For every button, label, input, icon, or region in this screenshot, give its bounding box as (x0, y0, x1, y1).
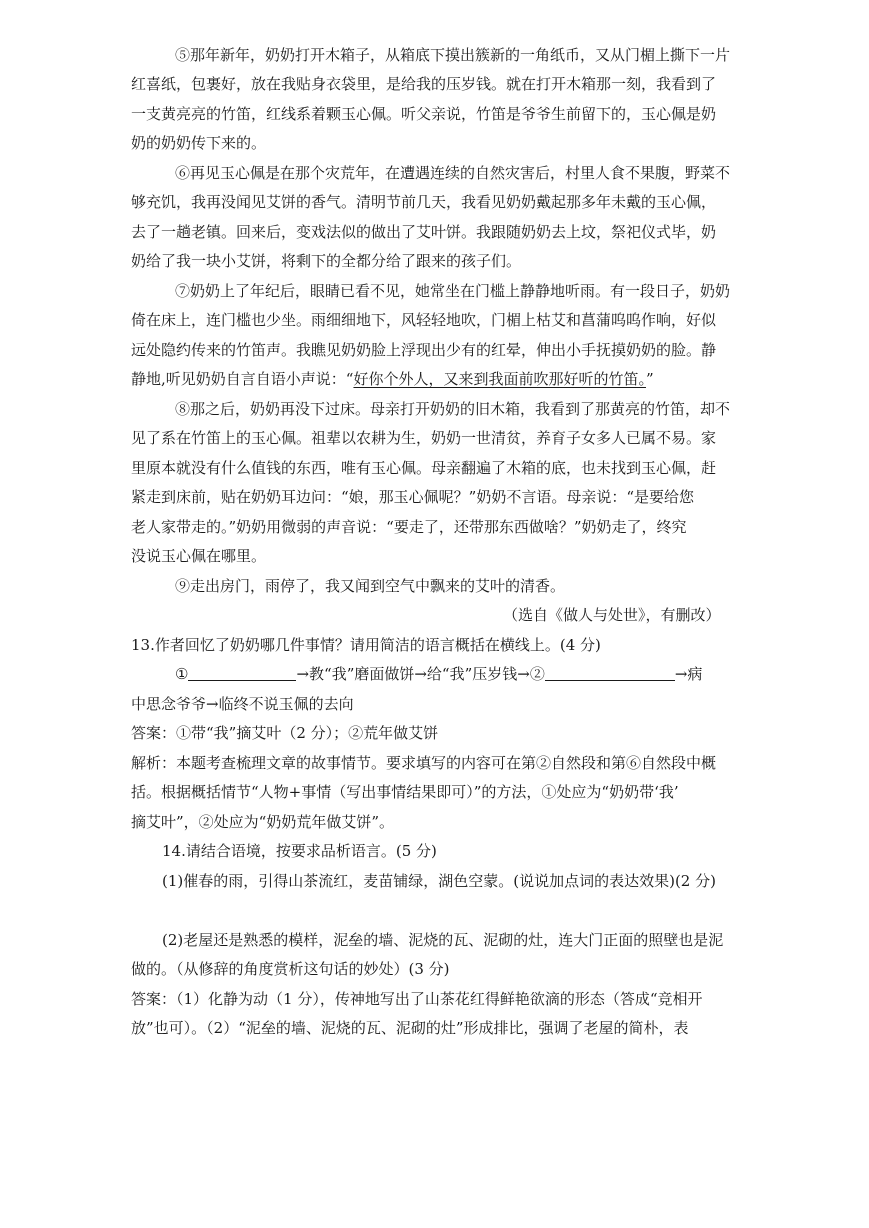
para8-line6: 没说玉心佩在哪里。 (131, 547, 267, 565)
q13-blank-line2: 中思念爷爷→临终不说玉佩的去向 (131, 695, 354, 713)
q14-part1: (1)催春的雨，引得山茶流红，麦苗铺绿，湖色空蒙。(说说加点词的表达效果)(2 分) (162, 872, 716, 890)
source-note: （选自《做人与处世》，有删改） (503, 606, 721, 624)
answer-blank-2[interactable] (545, 664, 675, 681)
para8-line5: 老人家带走的。”奶奶用微弱的声音说：“要走了，还带那东西做啥？”奶奶走了，终究 (131, 518, 687, 536)
q14-part2-line1: (2)老屋还是熟悉的模样，泥垒的墙、泥烧的瓦、泥砌的灶，连大门正面的照壁也是泥 (162, 931, 724, 949)
q14-question: 14.请结合语境，按要求品析语言。(5 分) (162, 842, 437, 860)
para7-line2: 倚在床上，连门槛也少坐。雨细细地下，风轻轻地吹，门楣上枯艾和菖蒲呜呜作响，好似 (131, 311, 717, 329)
para8-line1: ⑧那之后，奶奶再没下过床。母亲打开奶奶的旧木箱，我看到了那黄亮的竹笛，却不 (175, 400, 731, 418)
para6-line2: 够充饥，我再没闻见艾饼的香气。清明节前几天，我看见奶奶戴起那多年未戴的玉心佩， (131, 193, 717, 211)
para6-line4: 奶给了我一块小艾饼，将剩下的全都分给了跟来的孩子们。 (131, 252, 522, 270)
q14-part2-line2: 做的。（从修辞的角度赏析这句话的妙处）(3 分) (131, 960, 450, 978)
q14-answer-line1: 答案：（1）化静为动（1 分），传神地写出了山茶花红得鲜艳欲滴的形态（答成“竞相开 (131, 990, 703, 1008)
q14-answer-line2: 放”也可）。（2）“泥垒的墙、泥烧的瓦、泥砌的灶”形成排比，强调了老屋的简朴，表 (131, 1019, 689, 1037)
q13-analysis-line1: 解析：本题考查梳理文章的故事情节。要求填写的内容可在第②自然段和第⑥自然段中概 (131, 754, 717, 772)
blank-label-1: ① (175, 665, 189, 683)
para9: ⑨走出房门，雨停了，我又闻到空气中飘来的艾叶的清香。 (175, 577, 566, 595)
answer-blank-1[interactable] (188, 664, 296, 681)
q13-answer: 答案：①带“我”摘艾叶（2 分）；②荒年做艾饼 (131, 724, 439, 742)
para8-line4: 紧走到床前，贴在奶奶耳边问：“娘，那玉心佩呢？”奶奶不言语。母亲说：“是要给您 (131, 488, 695, 506)
q13-tail-text: →病 (674, 665, 703, 683)
q13-middle-text: →教“我”磨面做饼→给“我”压岁钱→② (296, 665, 545, 683)
q13-question: 13.作者回忆了奶奶哪几件事情？请用简洁的语言概括在横线上。(4 分) (131, 636, 601, 654)
q13-analysis-line3: 摘艾叶”，②处应为“奶奶荒年做艾饼”。 (131, 813, 395, 831)
para7-line4-text: 静地,听见奶奶自言自语小声说：“ (131, 370, 354, 388)
q13-analysis-line2: 括。根据概括情节“人物+事情（写出事情结果即可）”的方法，①处应为“奶奶带‘我’ (131, 783, 679, 801)
para5-line2: 红喜纸，包裹好，放在我贴身衣袋里，是给我的压岁钱。就在打开木箱那一刻，我看到了 (131, 75, 717, 93)
para8-line3: 里原本就没有什么值钱的东西，唯有玉心佩。母亲翻遍了木箱的底，也未找到玉心佩，赶 (131, 459, 717, 477)
para8-line2: 见了系在竹笛上的玉心佩。祖辈以农耕为生，奶奶一世清贫，养育子女多人已属不易。家 (131, 429, 717, 447)
para6-line3: 去了一趟老镇。回来后，变戏法似的做出了艾叶饼。我跟随奶奶去上坟，祭祀仪式毕，奶 (131, 223, 717, 241)
para7-line3: 远处隐约传来的竹笛声。我瞧见奶奶脸上浮现出少有的红晕，伸出小手抚摸奶奶的脸。静 (131, 341, 717, 359)
para5-line3: 一支黄亮亮的竹笛，红线系着颗玉心佩。听父亲说，竹笛是爷爷生前留下的，玉心佩是奶 (131, 105, 717, 123)
para6-line1: ⑥再见玉心佩是在那个灾荒年，在遭遇连续的自然灾害后，村里人食不果腹，野菜不 (175, 164, 731, 182)
para5-line1: ⑤那年新年，奶奶打开木箱子，从箱底下摸出簇新的一角纸币，又从门楣上撕下一片 (175, 46, 731, 64)
para7-line1: ⑦奶奶上了年纪后，眼睛已看不见，她常坐在门槛上静静地听雨。有一段日子，奶奶 (175, 282, 731, 300)
underlined-quote: 好你个外人，又来到我面前吹那好听的竹笛。 (353, 370, 646, 388)
para5-line4: 奶的奶奶传下来的。 (131, 134, 267, 152)
q13-blank-line (175, 663, 702, 684)
para7-quote-close: ” (645, 370, 654, 388)
para7-line4 (131, 368, 654, 389)
